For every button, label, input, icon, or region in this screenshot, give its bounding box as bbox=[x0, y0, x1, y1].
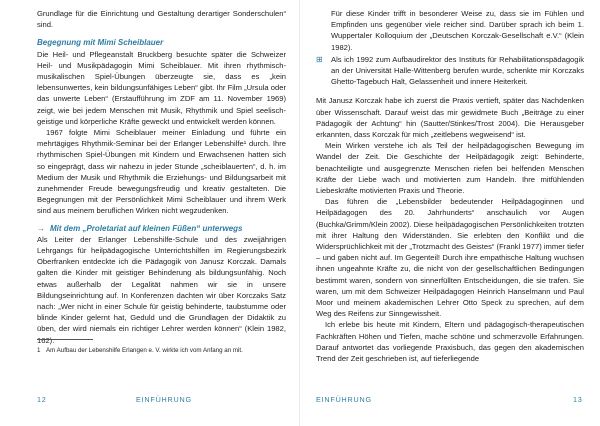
paragraph-intro: Grundlage für die Einrichtung und Gestaltung derartiger Sonderschulen“ sind. bbox=[37, 9, 286, 30]
paragraph-continued: Für diese Kinder trifft in besonderer Weise zu, dass sie im Fühlen und Empfinden uns gegenüber viele reicher sind. Darüber sprach ich beim 1. Wuppertaler Kolloquium der „Deutschen Korczak-Gesellschaft e.V.“ (Klein 1982). bbox=[331, 9, 584, 52]
left-running-head: EINFÜHRUNG bbox=[136, 395, 192, 404]
paragraph-wirken: Mein Wirken verstehe ich als Teil der heilpädagogischen Bewegung im Wandel der Zeit. Die Geschichte der Heilpädagogik zeigt: Behinderte, benachteiligte und ausgegrenzte Menschen riefen bei helfenden Menschen Kräfte der Liebe wach und motivierten zum Handeln. Ihre mitfühlenden Liebeskräfte motivierten Praxis und Theorie. bbox=[316, 141, 584, 196]
highlight-block bbox=[316, 54, 584, 88]
heading-scheiblauer: Begegnung mit Mimi Scheiblauer bbox=[37, 38, 164, 48]
paragraph-scheiblauer-1: Die Heil- und Pflegeanstalt Bruckberg besuchte später die Schweizer Heil- und Musikpädagogin Mimi Scheiblauer. Mit ihren rhythmisch-musikalischen Spiel-Übungen überzeugte sie, dass es „kein lebensunwertes, kein bildungsunfähiges Leben“ gibt. Ihr Film „Ursula oder das unwerte Leben“ (Erstaufführung im ZDF am 11. November 1969) zeigt, wie bei jedem Menschen mit Musik, Rhythmik und Spiel seelisch-geistige und körperliche Kräfte geweckt und entwickelt werden können. bbox=[37, 49, 286, 126]
paragraph-highlight: Als ich 1992 zum Aufbaudirektor des Instituts für Rehabilitationspädagogik an der Universität Halle-Wittenberg berufen wurde, schenkte mir Korczaks Ghetto-Tagebuch Halt, Gelassenheit und innere Heiterkeit. bbox=[331, 54, 584, 87]
paragraph-lebensbilder: Das führen die „Lebensbilder bedeutender Heilpädagoginnen und Heilpädagogen des 20. Jahrhunderts“ anschaulich vor Augen (Buchka/Grimm/Klein 2002). Diese heilpädagogischen Persönlichkeiten trotzten mit ihrer Haltung den Widerständen. Sie erlebten den Konflikt und die Widersprüchlichkeit mit der „Trotzmacht des Geistes“ (Frankl 1977) immer tiefer – und gaben nicht auf. Im Gegenteil! Durch ihre empathische Haltung wuchsen ihnen ungeahnte Kräfte zu, die nicht von der gesellschaftlichen Bedingungen bestimmt waren, sondern von sinnerfüllten Entscheidungen, die sie trafen. Sie waren, um mit dem Schweizer Heilpädagogen Heinrich Hanselmann und Paul Moor und meinem akademischen Lehrer Otto Speck zu sprechen, auf dem Weg des Reifens zur Sinngewissheit. bbox=[316, 197, 584, 319]
right-page-number: 13 bbox=[573, 395, 583, 404]
marginal-box-icon: ⊞ bbox=[316, 54, 323, 64]
paragraph-korczak: Als Leiter der Erlanger Lebenshilfe-Schule und des zweijährigen Lehrgangs für heilpädagogische Unterrichtshilfen im Regierungsbezirk Oberfranken entdeckte ich die Pädagogik von Janusz Korczak. Damals galten die Kinder mit geistiger Behinderung als bildungsunfähig. Noch etwas außerhalb der Legalität nahmen wir sie in unsere Bildungseinrichtung auf. In Konferenzen dachten wir über Korczaks Satz nach: „Wer nicht in einer Schule für geistig behinderte, taubstumme oder blinde Kinder gelernt hat, Geduld und die Grundlagen der Didaktik zu üben, der wird niemals ein richtiger Lehrer werden können“ (Klein 1982, 162). bbox=[37, 234, 286, 345]
footnote-rule bbox=[37, 339, 93, 340]
arrow-right-icon: → bbox=[37, 223, 45, 233]
paragraph-praxis: Mit Janusz Korczak habe ich zuerst die Praxis vertieft, später das Nachdenken über Wissenschaft. Darauf weist das mir gewidmete Buch „Beiträge zu einer Pädagogik der Achtung“ hin (Sautter/Stinkes/Trost 2004). Die Herausgeber erkannten, dass Korczak für mich „zeitlebens wegweisend“ ist. bbox=[316, 96, 584, 140]
heading-korczak-row bbox=[37, 223, 286, 234]
paragraph-scheiblauer-2: 1967 folgte Mimi Scheiblauer meiner Einladung und führte ein mehrtägiges Rhythmik-Seminar bei der Erlanger Lebenshilfe¹ durch. Ihre rhythmischen Spiel-Übungen mit Kindern und Erwachsenen hatten sich so eingeprägt, dass wir nahezu in jeder Stunde „scheiblauerten“, d. h. im Medium der Musik und Rhythmik die Erziehungs- und Bildungsarbeit mit zunehmender Freude bewegungsfreudig und kreativ gestalteten. Die Begegnungen mit der Persönlichkeit Mimi Scheiblauer und ihrem Werk sind aus meinem beruflichen Wirken nicht wegzudenken. bbox=[37, 128, 286, 216]
right-running-head: EINFÜHRUNG bbox=[316, 395, 372, 404]
paragraph-erlebe: Ich erlebe bis heute mit Kindern, Eltern und pädagogisch-therapeutischen Fachkräften Höhen und Tiefen, mache schöne und schmerzvolle Erfahrungen. Darauf antwortet das vorliegende Praxisbuch, das gegen den akademischen Trend der Zeit geschrieben ist, auf tieferliegende bbox=[316, 320, 584, 364]
footnote bbox=[37, 347, 286, 356]
heading-korczak: Mit dem „Proletariat auf kleinen Füßen“ unterwegs bbox=[50, 223, 243, 233]
left-page-number: 12 bbox=[37, 395, 47, 404]
footnote-number: 1 bbox=[37, 347, 41, 354]
right-page bbox=[300, 0, 600, 426]
footnote-text: Am Aufbau der Lebenshilfe Erlangen e. V. wirkte ich vom Anfang an mit. bbox=[46, 347, 243, 354]
